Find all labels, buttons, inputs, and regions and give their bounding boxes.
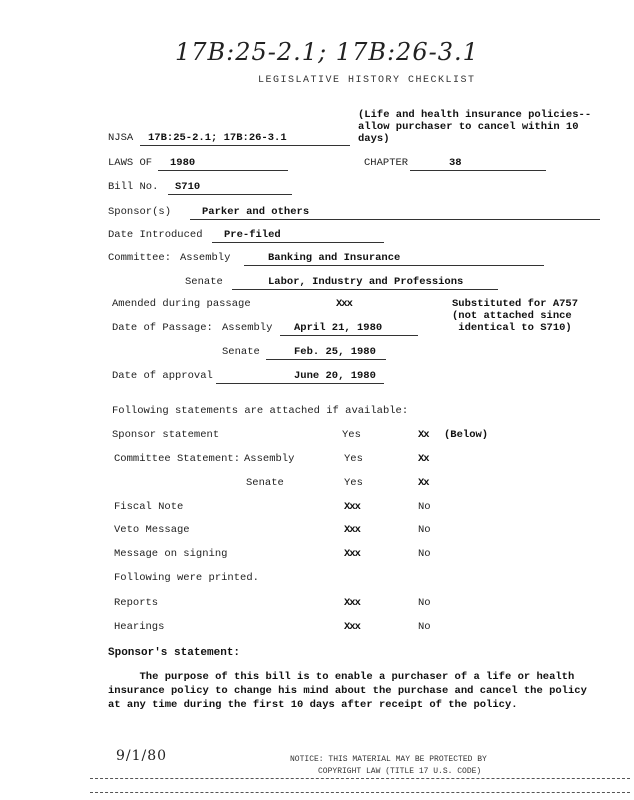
bill-no-label: Bill No. — [108, 181, 159, 193]
sponsor-statement-yes: Yes — [342, 429, 361, 441]
fiscal-note-mark: Xxx — [344, 501, 360, 513]
committee-senate-yes: Yes — [344, 477, 363, 489]
sponsor-statement-heading: Sponsor's statement: — [108, 647, 241, 659]
following-printed-label: Following were printed. — [114, 572, 259, 584]
veto-message-mark: Xxx — [344, 524, 360, 536]
bill-no-value: S710 — [175, 181, 201, 193]
committee-statement-assembly: Assembly — [244, 453, 295, 465]
committee-senate-label: Senate — [185, 276, 223, 288]
reports-label: Reports — [114, 597, 159, 609]
passage-senate-label: Senate — [222, 346, 260, 358]
handwritten-citation: 17B:25-2.1; 17B:26-3.1 — [175, 38, 479, 66]
njsa-label: NJSA — [108, 132, 134, 144]
page-title: LEGISLATIVE HISTORY CHECKLIST — [258, 75, 476, 86]
passage-senate-value: Feb. 25, 1980 — [294, 346, 376, 358]
chapter-value: 38 — [449, 157, 462, 169]
sponsor-statement-mark: Xx — [418, 429, 429, 441]
veto-message-no: No — [418, 524, 431, 536]
date-introduced-label: Date Introduced — [108, 229, 203, 241]
date-of-approval-label: Date of approval — [112, 370, 213, 382]
hearings-mark: Xxx — [344, 621, 360, 633]
date-introduced-value: Pre-filed — [224, 229, 281, 241]
copyright-notice-line1: NOTICE: THIS MATERIAL MAY BE PROTECTED BY — [290, 755, 487, 764]
committee-assembly-value: Banking and Insurance — [268, 252, 401, 264]
bill-description-note: (Life and health insurance policies-- allow purchaser to cancel within 10 days) — [358, 109, 592, 145]
sponsor-statement-text: The purpose of this bill is to enable a purchaser of a life or health insurance policy to change his mind about the purchase and cancel the policy at any time during the first 10 days after receipt of the policy. — [108, 671, 587, 711]
committee-assembly-label: Assembly — [180, 252, 231, 264]
passage-assembly-value: April 21, 1980 — [294, 322, 383, 334]
committee-statement-label: Committee Statement: — [114, 453, 241, 465]
committee-statement-senate: Senate — [246, 477, 284, 489]
footer-date: 9/1/80 — [116, 748, 168, 764]
amended-label: Amended during passage — [112, 298, 251, 310]
date-of-passage-label: Date of Passage: — [112, 322, 213, 334]
veto-message-label: Veto Message — [114, 524, 190, 536]
sponsor-statement-below: (Below) — [444, 429, 489, 441]
message-on-signing-no: No — [418, 548, 431, 560]
message-on-signing-label: Message on signing — [114, 548, 228, 560]
date-of-approval-value: June 20, 1980 — [294, 370, 376, 382]
committee-assembly-yes: Yes — [344, 453, 363, 465]
hearings-no: No — [418, 621, 431, 633]
substituted-note: Substituted for A757 (not attached since identical to S710) — [452, 298, 579, 334]
message-on-signing-mark: Xxx — [344, 548, 360, 560]
statements-intro: Following statements are attached if available: — [112, 405, 409, 417]
reports-mark: Xxx — [344, 597, 360, 609]
fiscal-note-no: No — [418, 501, 431, 513]
hearings-label: Hearings — [114, 621, 165, 633]
sponsor-value: Parker and others — [202, 206, 310, 218]
passage-assembly-label: Assembly — [222, 322, 273, 334]
committee-senate-value: Labor, Industry and Professions — [268, 276, 464, 288]
copyright-notice-line2: COPYRIGHT LAW (TITLE 17 U.S. CODE) — [318, 767, 482, 776]
fiscal-note-label: Fiscal Note — [114, 501, 184, 513]
sponsor-label: Sponsor(s) — [108, 206, 172, 218]
committee-assembly-mark: Xx — [418, 453, 429, 465]
laws-of-value: 1980 — [170, 157, 196, 169]
sponsor-statement-label: Sponsor statement — [112, 429, 220, 441]
committee-label: Committee: — [108, 252, 172, 264]
laws-of-label: LAWS OF — [108, 157, 153, 169]
reports-no: No — [418, 597, 431, 609]
committee-senate-mark: Xx — [418, 477, 429, 489]
njsa-value: 17B:25-2.1; 17B:26-3.1 — [148, 132, 287, 144]
chapter-label: CHAPTER — [364, 157, 409, 169]
amended-value: Xxx — [336, 298, 352, 310]
